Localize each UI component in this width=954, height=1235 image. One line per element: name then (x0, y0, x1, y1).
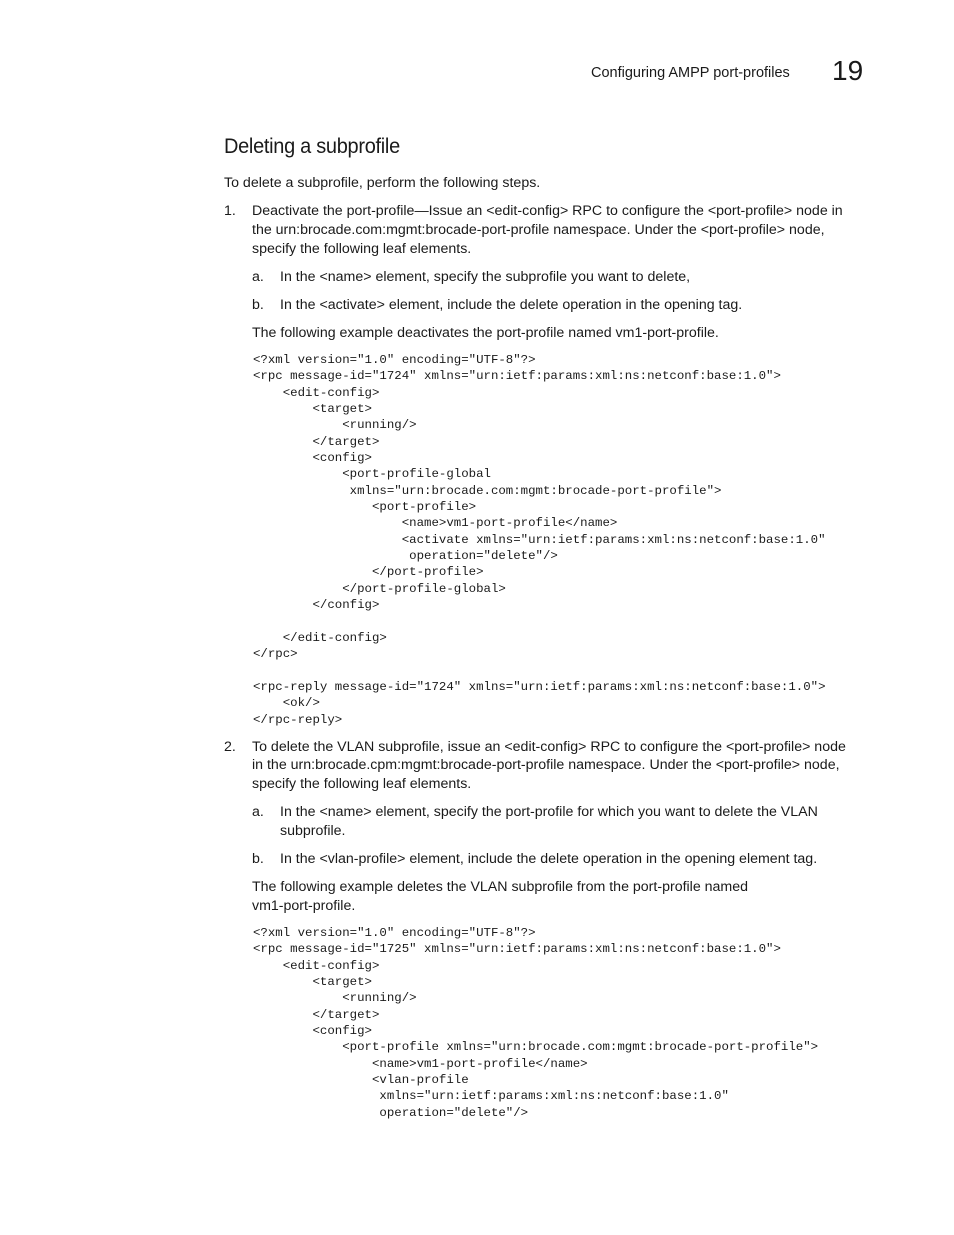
step-1a-text: In the <name> element, specify the subprofile you want to delete, (280, 269, 691, 285)
step-2b-label: b. (252, 851, 264, 867)
code-example-2: <?xml version="1.0" encoding="UTF-8"?> <rpc message-id="1725" xmlns="urn:ietf:params:xml:ns:netconf:base:1.0"> <edit-config> <target> <running/> </target> <config> <port-profile xmlns="urn:brocade.com:mgmt:brocade-port-profile"> <name>vm1-port-profile</name> <vlan-profile xmlns="urn:ietf:params:xml:ns:netconf:base:1.0" operation="delete"/> (253, 926, 819, 1120)
step-1-number: 1. (224, 203, 236, 219)
step-2a-text: In the <name> element, specify the port-profile for which you want to delete the VLAN (280, 804, 818, 820)
step-1a-label: a. (252, 269, 264, 285)
example-1-intro: The following example deactivates the port-profile named vm1-port-profile. (252, 325, 719, 341)
step-2-line-1: To delete the VLAN subprofile, issue an <edit-config> RPC to configure the <port-profile> node (252, 739, 846, 755)
running-header-title: Configuring AMPP port-profiles (591, 65, 790, 81)
step-1b-label: b. (252, 297, 264, 313)
step-1-line-1: Deactivate the port-profile—Issue an <edit-config> RPC to configure the <port-profile> node in (252, 203, 843, 219)
code-example-1: <?xml version="1.0" encoding="UTF-8"?> <rpc message-id="1724" xmlns="urn:ietf:params:xml:ns:netconf:base:1.0"> <edit-config> <target> <running/> </target> <config> <port-profile-global xmlns="urn:brocade.com:mgmt:brocade-port-profile"> <port-profile> <name>vm1-port-profile</name> <activate xmlns="urn:ietf:params:xml:ns:netconf:base:1.0" operation="delete"/> </port-profile> </port-profile-global> </config> </edit-config> </rpc> <rpc-reply message-id="1724" xmlns="urn:ietf:params:xml:ns:netconf:base:1.0"> <ok/> </rpc-reply> (253, 353, 826, 727)
step-1-line-3: specify the following leaf elements. (252, 241, 472, 257)
example-2-intro-cont: vm1-port-profile. (252, 898, 356, 914)
step-2-number: 2. (224, 739, 236, 755)
intro-text: To delete a subprofile, perform the following steps. (224, 175, 541, 191)
step-1-line-2: the urn:brocade.com:mgmt:brocade-port-profile namespace. Under the <port-profile> node, (252, 222, 825, 238)
step-2-line-3: specify the following leaf elements. (252, 776, 472, 792)
step-2b-text: In the <vlan-profile> element, include the delete operation in the opening element tag. (280, 851, 818, 867)
step-2a-label: a. (252, 804, 264, 820)
section-title: Deleting a subprofile (224, 135, 400, 158)
step-2a-text-cont: subprofile. (280, 823, 346, 839)
step-2-line-2: in the urn:brocade.cpm:mgmt:brocade-port-profile namespace. Under the <port-profile> node, (252, 757, 840, 773)
example-2-intro: The following example deletes the VLAN subprofile from the port-profile named (252, 879, 749, 895)
step-1b-text: In the <activate> element, include the delete operation in the opening tag. (280, 297, 743, 313)
chapter-number: 19 (832, 55, 864, 86)
